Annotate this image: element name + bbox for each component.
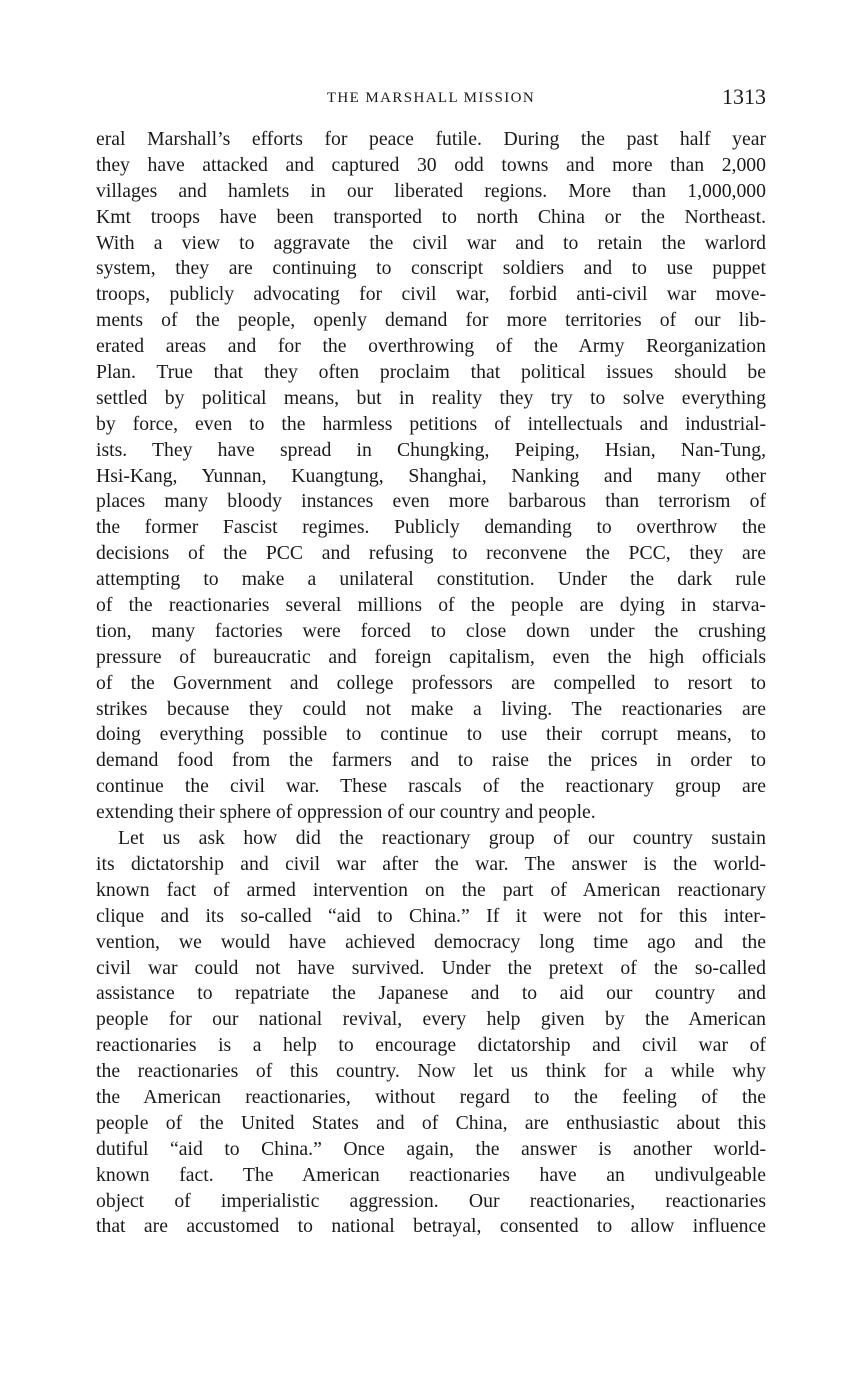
text-line: Plan. True that they often proclaim that political issues should be	[96, 361, 766, 384]
text-line: the American reactionaries, without regard to the feeling of the	[96, 1085, 766, 1108]
text-line: pressure of bureaucratic and foreign capitalism, even the high officials	[96, 645, 766, 668]
text-line: eral Marshall’s efforts for peace futile. During the past half year	[96, 128, 766, 150]
text-line: assistance to repatriate the Japanese and to aid our country and	[96, 982, 766, 1005]
text-line: attempting to make a unilateral constitution. Under the dark rule	[96, 568, 766, 591]
text-line: known fact. The American reactionaries have an undivulgeable	[96, 1163, 766, 1186]
text-line: known fact of armed intervention on the part of American reactionary	[96, 878, 766, 901]
body-text	[96, 127, 766, 1240]
text-line: demand food from the farmers and to raise the prices in order to	[96, 749, 766, 772]
text-line: its dictatorship and civil war after the war. The answer is the world-	[96, 852, 766, 875]
text-line: Kmt troops have been transported to north China or the Northeast.	[96, 205, 766, 228]
text-line: clique and its so-called “aid to China.” If it were not for this inter-	[96, 904, 766, 927]
text-line: settled by political means, but in reality they try to solve everything	[96, 386, 766, 409]
running-head: THE MARSHALL MISSION	[326, 90, 536, 106]
text-line: tion, many factories were forced to close down under the crushing	[96, 619, 766, 642]
text-line: reactionaries is a help to encourage dictatorship and civil war of	[96, 1034, 766, 1057]
text-line: the former Fascist regimes. Publicly demanding to overthrow the	[96, 516, 766, 539]
text-line: civil war could not have survived. Under the pretext of the so-called	[96, 956, 766, 979]
text-line: of the Government and college professors are compelled to resort to	[96, 671, 766, 694]
text-line: continue the civil war. These rascals of the reactionary group are	[96, 775, 766, 798]
text-line: doing everything possible to continue to use their corrupt means, to	[96, 723, 766, 746]
text-line: decisions of the PCC and refusing to reconvene the PCC, they are	[96, 542, 766, 565]
text-line: the reactionaries of this country. Now let us think for a while why	[96, 1060, 766, 1083]
text-line: vention, we would have achieved democracy long time ago and the	[96, 930, 766, 953]
text-line: ments of the people, openly demand for more territories of our lib-	[96, 309, 766, 332]
text-line: system, they are continuing to conscript soldiers and to use puppet	[96, 257, 766, 280]
text-line: people of the United States and of China, are enthusiastic about this	[96, 1111, 766, 1134]
text-line: that are accustomed to national betrayal, consented to allow influence	[96, 1215, 766, 1238]
page-number: 1313	[722, 84, 766, 109]
text-line: extending their sphere of oppression of our country and people.	[96, 801, 596, 824]
text-line: dutiful “aid to China.” Once again, the answer is another world-	[96, 1137, 766, 1160]
text-line: ists. They have spread in Chungking, Peiping, Hsian, Nan-Tung,	[96, 438, 766, 461]
text-line: they have attacked and captured 30 odd towns and more than 2,000	[96, 153, 766, 176]
text-line: With a view to aggravate the civil war and to retain the warlord	[96, 231, 766, 254]
text-line: of the reactionaries several millions of the people are dying in starva-	[96, 594, 766, 617]
text-line: troops, publicly advocating for civil war, forbid anti-civil war move-	[96, 283, 766, 306]
paragraph-2	[96, 826, 766, 1240]
page-header	[96, 84, 766, 114]
text-line: places many bloody instances even more barbarous than terrorism of	[96, 490, 766, 513]
text-line: strikes because they could not make a living. The reactionaries are	[96, 697, 766, 720]
text-line: by force, even to the harmless petitions of intellectuals and industrial-	[96, 412, 766, 435]
text-line: object of imperialistic aggression. Our reactionaries, reactionaries	[96, 1189, 766, 1212]
paragraph-1	[96, 127, 766, 826]
text-line: Hsi-Kang, Yunnan, Kuangtung, Shanghai, Nanking and many other	[96, 464, 766, 487]
text-line: Let us ask how did the reactionary group of our country sustain	[118, 827, 766, 850]
text-line: erated areas and for the overthrowing of the Army Reorganization	[96, 335, 766, 358]
text-line: people for our national revival, every help given by the American	[96, 1008, 766, 1031]
text-line: villages and hamlets in our liberated regions. More than 1,000,000	[96, 179, 766, 202]
